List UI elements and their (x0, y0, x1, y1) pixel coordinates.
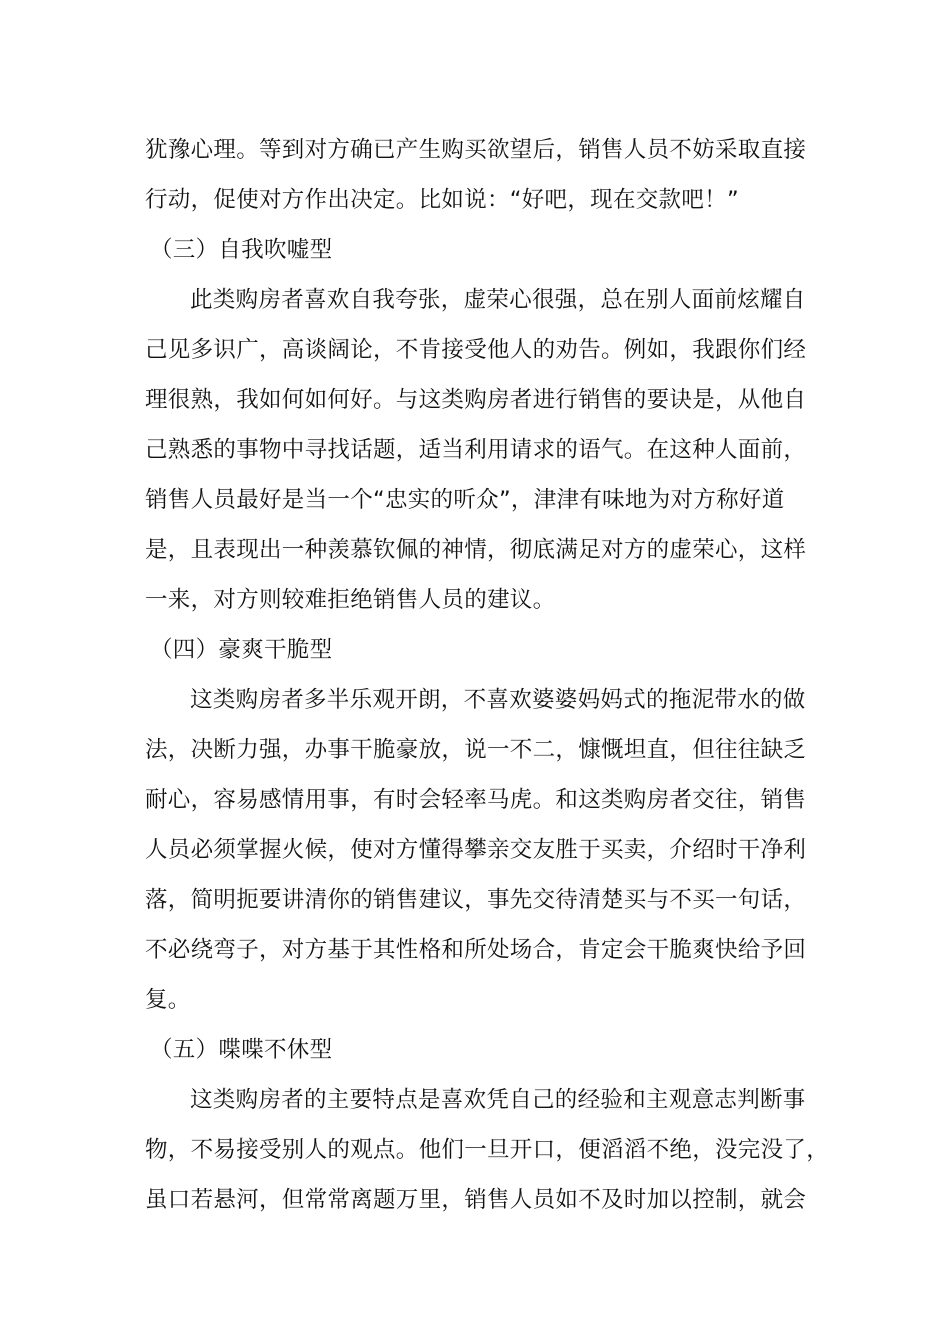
paragraph-line: 理很熟，我如何如何好。与这类购房者进行销售的要诀是，从他自 (145, 387, 807, 413)
paragraph-line: 这类购房者的主要特点是喜欢凭自己的经验和主观意志判断事 (190, 1087, 806, 1113)
paragraph-line: 是，且表现出一种羡慕钦佩的神情，彻底满足对方的虚荣心，这样 (145, 537, 807, 563)
paragraph-line: 此类购房者喜欢自我夸张，虚荣心很强，总在别人面前炫耀自 (190, 287, 806, 313)
paragraph-line: 复。 (145, 987, 191, 1013)
paragraph-line: 耐心，容易感情用事，有时会轻率马虎。和这类购房者交往，销售 (145, 787, 807, 813)
paragraph-line: 法，决断力强，办事干脆豪放，说一不二，慷慨坦直，但往往缺乏 (145, 737, 807, 763)
paragraph-line: 销售人员最好是当一个“忠实的听众”，津津有味地为对方称好道 (145, 487, 785, 513)
paragraph-line: 犹豫心理。等到对方确已产生购买欲望后，销售人员不妨采取直接 (145, 137, 807, 163)
paragraph-line: 人员必须掌握火候，使对方懂得攀亲交友胜于买卖，介绍时干净利 (145, 837, 807, 863)
paragraph-line: 不必绕弯子，对方基于其性格和所处场合，肯定会干脆爽快给予回 (145, 937, 807, 963)
section-heading: （五）喋喋不休型 (150, 1037, 333, 1063)
section-heading: （三）自我吹嘘型 (150, 237, 333, 263)
paragraph-line: 行动，促使对方作出决定。比如说：“好吧，现在交款吧！” (145, 187, 739, 213)
paragraph-line: 虽口若悬河，但常常离题万里，销售人员如不及时加以控制，就会 (145, 1187, 807, 1213)
paragraph-line: 物，不易接受别人的观点。他们一旦开口，便滔滔不绝，没完没了， (145, 1137, 830, 1163)
paragraph-line: 落，简明扼要讲清你的销售建议，事先交待清楚买与不买一句话， (145, 887, 807, 913)
paragraph-line: 己见多识广，高谈阔论，不肯接受他人的劝告。例如，我跟你们经 (145, 337, 807, 363)
document-body (145, 125, 830, 1225)
section-heading: （四）豪爽干脆型 (150, 637, 333, 663)
paragraph-line: 这类购房者多半乐观开朗，不喜欢婆婆妈妈式的拖泥带水的做 (190, 687, 806, 713)
paragraph-line: 一来，对方则较难拒绝销售人员的建议。 (145, 587, 556, 613)
paragraph-line: 己熟悉的事物中寻找话题，适当利用请求的语气。在这种人面前， (145, 437, 807, 463)
